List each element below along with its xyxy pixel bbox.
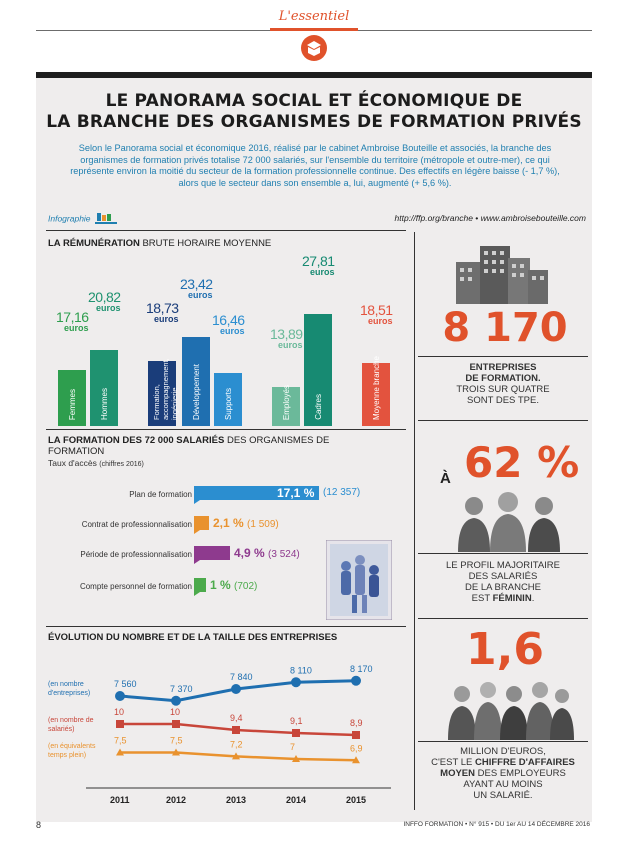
remuneration-bar-label: Formation, accompagnement, ingénierie: [152, 358, 179, 420]
evolution-title: ÉVOLUTION DU NOMBRE ET DE LA TAILLE DES ENTREPRISES: [48, 632, 338, 643]
intro-paragraph: Selon le Panorama social et économique 2016, réalisé par le cabinet Ambroise Bouteille et associés, la branche des organismes de formation privés totalise 72 000 salariés, sur l'ensemble du territoire (métropole et outre-mer), ce qui représente environ la moitié du secteur de la formation professionnelle continue. Des effectifs en légère baisse (- 1,7 %), alors que le secteur dans son ensemble a, lui, augmenté (+ 5,6 %).: [70, 143, 560, 188]
evolution-series-label: (en équivalents temps plein): [48, 743, 96, 759]
evolution-point: [115, 691, 125, 701]
remuneration-bar: [362, 355, 390, 426]
remuneration-bar-label: Développement: [192, 363, 201, 420]
formation-subtitle: Taux d'accès (chiffres 2016): [48, 458, 144, 468]
remuneration-value: 17,16 euros: [56, 309, 89, 333]
divider: [418, 618, 588, 619]
remuneration-value: 23,42 euros: [180, 276, 213, 300]
companies-text: ENTREPRISES DE FORMATION. TROIS SUR QUATRE SONT DES TPE.: [456, 362, 550, 406]
people-photo: [326, 540, 392, 620]
remuneration-bar: [58, 370, 86, 426]
divider: [418, 553, 588, 554]
remuneration-bar-label: Cadres: [314, 394, 323, 420]
evolution-point: [231, 684, 241, 694]
evolution-value: 7 560: [114, 679, 137, 689]
evolution-chart: [46, 650, 406, 810]
remuneration-bar: [182, 337, 210, 426]
formation-label: Contrat de professionnalisation: [81, 520, 192, 529]
remuneration-bar-label: Employés: [282, 384, 291, 420]
column-divider: [414, 232, 415, 810]
x-tick-label: 2015: [346, 795, 367, 805]
book-icon: [300, 34, 328, 62]
formation-label: Compte personnel de formation: [79, 582, 192, 591]
remuneration-bar: [304, 314, 332, 426]
divider: [418, 420, 588, 421]
evolution-point: [352, 731, 360, 739]
formation-value: 2,1 % (1 509): [213, 516, 279, 530]
evolution-point: [292, 729, 300, 737]
remuneration-value: 27,81 euros: [302, 253, 335, 277]
x-tick-label: 2014: [286, 795, 307, 805]
evolution-value: 7,5: [114, 735, 127, 746]
evolution-value: 9,4: [230, 713, 243, 723]
evolution-value: 7 370: [170, 683, 193, 694]
evolution-point: [291, 677, 301, 687]
female-percent: 62 %: [464, 438, 580, 487]
remuneration-bar-label: Femmes: [68, 388, 77, 420]
evolution-value: 7,2: [230, 739, 243, 750]
remuneration-bar: [90, 350, 118, 426]
x-tick-label: 2012: [166, 795, 187, 805]
evolution-value: 7: [290, 742, 296, 752]
evolution-point: [116, 720, 124, 728]
remuneration-bar-label: Supports: [224, 387, 233, 420]
remuneration-bar: [148, 358, 179, 426]
remuneration-value: 18,73 euros: [146, 300, 179, 324]
remuneration-chart: [46, 253, 406, 426]
formation-label: Période de professionnalisation: [80, 550, 192, 559]
page-number: 8: [36, 820, 42, 830]
formation-title: LA FORMATION DES 72 000 SALARIÉS DES ORGANISMES DE FORMATION: [48, 435, 330, 457]
divider: [418, 741, 588, 742]
formation-value: 4,9 % (3 524): [234, 546, 300, 560]
remuneration-title: LA RÉMUNÉRATION BRUTE HORAIRE MOYENNE: [48, 238, 272, 249]
formation-value: 1 % (702): [210, 578, 258, 592]
remuneration-value: 20,82 euros: [88, 289, 121, 313]
divider: [46, 230, 406, 231]
evolution-value: 6,9: [350, 743, 363, 754]
credit-label: Infographie: [48, 213, 91, 224]
divider: [46, 626, 406, 627]
page-title: [46, 91, 582, 133]
infographic-credit: [48, 213, 119, 225]
evolution-point: [351, 676, 361, 686]
footer-publication: INFFO FORMATION • N° 915 • DU 1er AU 14 DÉCEMBRE 2016: [403, 821, 590, 828]
businesspeople-photo: [444, 680, 574, 740]
evolution-point: [171, 696, 181, 706]
evolution-point: [232, 726, 240, 734]
buildings-icon: [452, 242, 552, 304]
x-tick-label: 2013: [226, 795, 247, 805]
evolution-point: [172, 720, 180, 728]
title-line-2: LA BRANCHE DES ORGANISMES DE FORMATION PRIVÉS: [46, 112, 582, 132]
evolution-value: 8 170: [350, 663, 373, 674]
formation-value: 17,1 % (12 357): [277, 486, 361, 500]
remuneration-value: 18,51 euros: [360, 302, 393, 326]
evolution-value: 7,5: [170, 735, 183, 746]
remuneration-bar-label: Moyenne branche: [372, 355, 381, 420]
evolution-value: 8 110: [290, 665, 312, 676]
evolution-value: 7 840: [230, 672, 253, 682]
percent-prefix: À: [440, 470, 451, 487]
divider: [418, 356, 588, 357]
x-tick-label: 2011: [110, 795, 130, 805]
remuneration-bar: [272, 384, 300, 426]
evolution-value: 8,9: [350, 718, 363, 728]
title-line-1: LE PANORAMA SOCIAL ET ÉCONOMIQUE DE: [105, 91, 523, 111]
evolution-series-label: (en nombre d'entreprises): [48, 681, 91, 697]
evolution-series-label: (en nombre de salariés): [48, 717, 94, 733]
companies-count: 8 170: [442, 305, 568, 351]
remuneration-value: 16,46 euros: [212, 312, 245, 336]
evolution-value: 10: [170, 707, 181, 717]
section-tab: L'essentiel: [270, 6, 358, 31]
profile-text: LE PROFIL MAJORITAIRE DES SALARIÉS DE LA BRANCHE EST FÉMININ.: [445, 560, 561, 604]
formation-label: Plan de formation: [129, 490, 192, 499]
employees-photo: [450, 490, 570, 552]
remuneration-bar-label: Hommes: [100, 387, 109, 420]
divider: [46, 429, 406, 430]
publisher-logo-icon: [93, 213, 119, 225]
evolution-value: 10: [114, 707, 125, 717]
remuneration-value: 13,89 euros: [270, 326, 303, 350]
formation-bar: [194, 542, 238, 564]
evolution-value: 9,1: [290, 716, 303, 726]
remuneration-bar: [214, 373, 242, 426]
source-links: http://ffp.org/branche • www.ambroisebouteille.com: [394, 213, 586, 223]
revenue-number: 1,6: [466, 624, 544, 675]
revenue-text: MILLION D'EUROS, C'EST LE CHIFFRE D'AFFAIRES MOYEN DES EMPLOYEURS AYANT AU MOINS UN SALARIÉ.: [431, 746, 575, 801]
